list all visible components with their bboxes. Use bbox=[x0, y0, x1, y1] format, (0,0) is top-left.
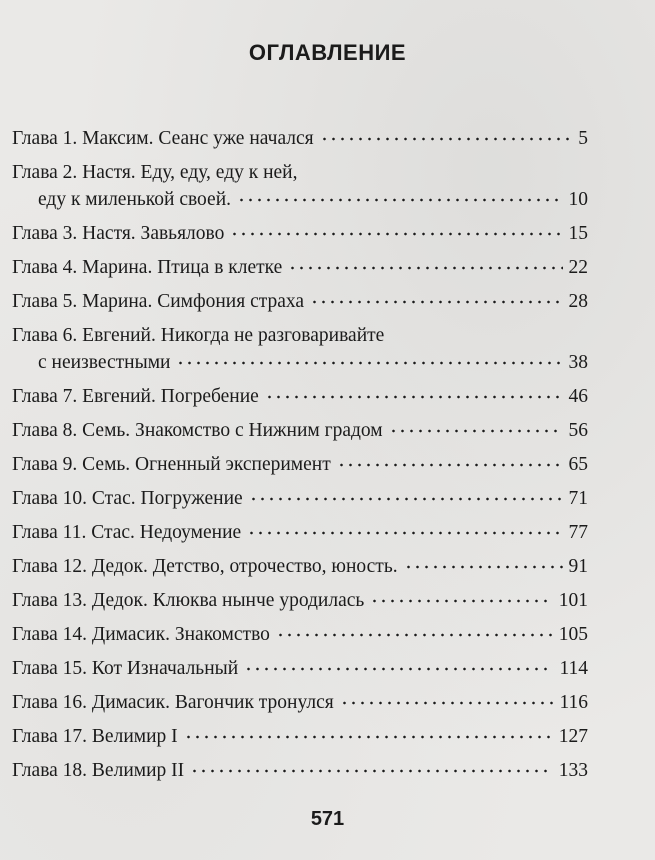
toc-entry-title-continuation: еду к миленькой своей. bbox=[38, 189, 232, 210]
dot-leader bbox=[276, 623, 553, 643]
toc-entry-3 bbox=[12, 217, 588, 251]
toc-entry-title: Глава 17. Велимир I bbox=[12, 726, 178, 747]
toc-entry-page: 101 bbox=[558, 590, 588, 611]
toc-entry-title: Глава 8. Семь. Знакомство с Нижним градом bbox=[12, 420, 383, 441]
dot-leader bbox=[337, 453, 563, 473]
dot-leader bbox=[190, 759, 553, 779]
toc-entry-16 bbox=[12, 686, 588, 720]
toc-entry-2 bbox=[12, 156, 588, 217]
dot-leader bbox=[247, 521, 562, 541]
toc-entry-1 bbox=[12, 122, 588, 156]
toc-entry-title: Глава 4. Марина. Птица в клетке bbox=[12, 257, 283, 278]
toc-entry-title: Глава 2. Настя. Еду, еду, еду к ней, bbox=[12, 162, 298, 183]
toc-entry-page: 65 bbox=[568, 454, 588, 475]
toc-entry-title: Глава 18. Велимир II bbox=[12, 760, 185, 781]
dot-leader bbox=[310, 290, 562, 310]
toc-entry-page: 15 bbox=[568, 223, 588, 244]
toc-entry-page: 22 bbox=[568, 257, 588, 278]
dot-leader bbox=[288, 256, 562, 276]
toc-entry-page: 71 bbox=[568, 488, 588, 509]
toc-entry-10 bbox=[12, 482, 588, 516]
toc-entry-page: 10 bbox=[568, 189, 588, 210]
toc-entry-title: Глава 11. Стас. Недоумение bbox=[12, 522, 242, 543]
page-title: ОГЛАВЛЕНИЕ bbox=[248, 40, 407, 65]
toc-entry-7 bbox=[12, 380, 588, 414]
toc-entry-title: Глава 13. Дедок. Клюква нынче уродилась bbox=[12, 590, 365, 611]
toc-entry-page: 133 bbox=[558, 760, 588, 781]
toc-entry-5 bbox=[12, 285, 588, 319]
toc-entry-page: 116 bbox=[559, 692, 588, 713]
toc-entry-title: Глава 12. Дедок. Детство, отрочество, юность. bbox=[12, 556, 398, 577]
toc-entry-page: 38 bbox=[568, 352, 588, 373]
toc-entry-title-continuation: с неизвестными bbox=[38, 352, 171, 373]
toc-entry-page: 127 bbox=[558, 726, 588, 747]
toc-entry-page: 114 bbox=[559, 658, 588, 679]
dot-leader bbox=[404, 555, 563, 575]
toc-entry-title: Глава 16. Димасик. Вагончик тронулся bbox=[12, 692, 334, 713]
toc-entry-page: 56 bbox=[568, 420, 588, 441]
toc-entry-page: 91 bbox=[568, 556, 588, 577]
toc-entry-12 bbox=[12, 550, 588, 584]
dot-leader bbox=[237, 188, 562, 208]
table-of-contents bbox=[12, 122, 588, 788]
toc-entry-title: Глава 5. Марина. Симфония страха bbox=[12, 291, 305, 312]
toc-entry-15 bbox=[12, 652, 588, 686]
toc-entry-title: Глава 9. Семь. Огненный эксперимент bbox=[12, 454, 331, 475]
toc-entry-title: Глава 14. Димасик. Знакомство bbox=[12, 624, 270, 645]
toc-entry-9 bbox=[12, 448, 588, 482]
toc-entry-18 bbox=[12, 754, 588, 788]
toc-entry-4 bbox=[12, 251, 588, 285]
dot-leader bbox=[230, 222, 562, 242]
toc-entry-page: 105 bbox=[558, 624, 588, 645]
dot-leader bbox=[184, 725, 553, 745]
toc-entry-6 bbox=[12, 319, 588, 380]
dot-leader bbox=[265, 385, 563, 405]
toc-entry-title: Глава 15. Кот Изначальный bbox=[12, 658, 239, 679]
dot-leader bbox=[340, 691, 554, 711]
dot-leader bbox=[370, 589, 552, 609]
toc-entry-page: 5 bbox=[578, 128, 588, 149]
toc-entry-page: 77 bbox=[568, 522, 588, 543]
toc-entry-title: Глава 10. Стас. Погружение bbox=[12, 488, 243, 509]
toc-entry-page: 46 bbox=[568, 386, 588, 407]
toc-entry-title: Глава 7. Евгений. Погребение bbox=[12, 386, 259, 407]
toc-entry-14 bbox=[12, 618, 588, 652]
toc-entry-13 bbox=[12, 584, 588, 618]
dot-leader bbox=[320, 127, 573, 147]
toc-entry-11 bbox=[12, 516, 588, 550]
dot-leader bbox=[389, 419, 563, 439]
toc-entry-17 bbox=[12, 720, 588, 754]
toc-entry-page: 28 bbox=[568, 291, 588, 312]
dot-leader bbox=[249, 487, 563, 507]
page-number: 571 bbox=[310, 808, 345, 830]
toc-entry-title: Глава 1. Максим. Сеанс уже начался bbox=[12, 128, 314, 149]
toc-entry-title: Глава 3. Настя. Завьялово bbox=[12, 223, 225, 244]
toc-entry-8 bbox=[12, 414, 588, 448]
dot-leader bbox=[176, 351, 562, 371]
dot-leader bbox=[244, 657, 553, 677]
toc-entry-title: Глава 6. Евгений. Никогда не разговаривайте bbox=[12, 325, 385, 346]
